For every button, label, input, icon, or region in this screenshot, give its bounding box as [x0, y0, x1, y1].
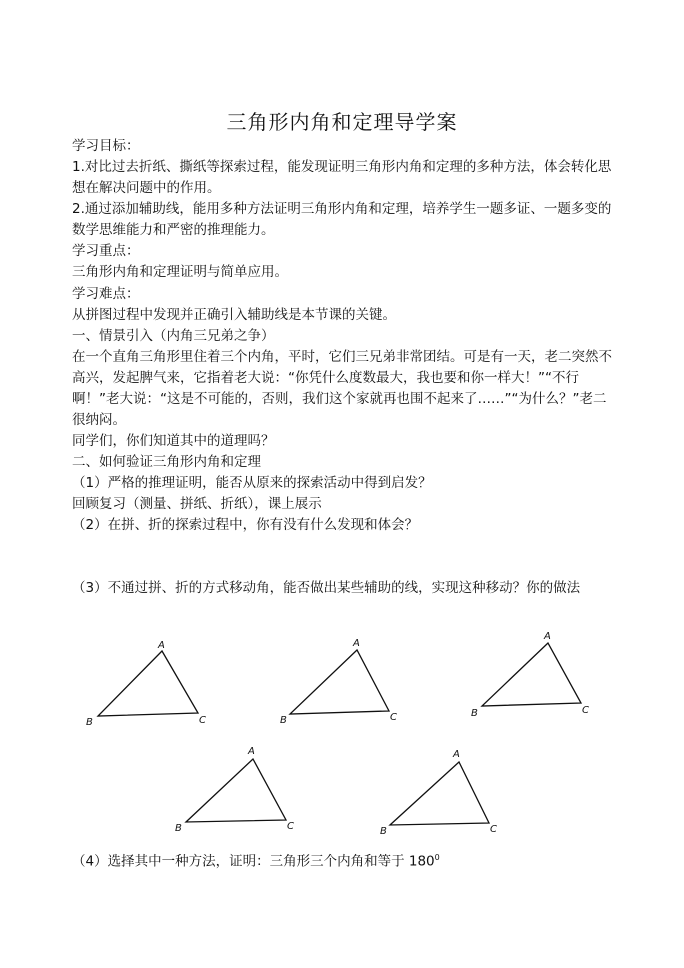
- triangle-4-label-b: B: [175, 823, 182, 834]
- triangle-1-label-c: C: [199, 715, 206, 726]
- triangle-3-label-c: C: [582, 705, 589, 716]
- difficulties-heading: 学习难点：: [72, 286, 140, 302]
- triangle-5-label-b: B: [380, 826, 387, 837]
- triangle-3-label-b: B: [471, 708, 478, 719]
- page-title: 三角形内角和定理导学案: [226, 110, 458, 134]
- triangle-5-label-a: A: [453, 749, 460, 760]
- triangle-5-shape: [390, 762, 489, 825]
- triangle-2-label-a: A: [353, 638, 360, 649]
- section2-q1: （1）严格的推理证明，能否从原来的探索活动中得到启发？: [72, 475, 432, 491]
- section2-q2: （2）在拼、折的探索过程中，你有没有什么发现和体会？: [72, 517, 419, 533]
- degree-superscript: 0: [434, 853, 440, 862]
- triangle-3-shape: [482, 643, 581, 706]
- triangle-1: [86, 640, 206, 728]
- objective-item-1: 1.对比过去折纸、撕纸等探索过程，能发现证明三角形内角和定理的多种方法，体会转化思想在解决问题中的作用。: [72, 159, 612, 196]
- triangle-1-label-b: B: [86, 717, 93, 728]
- objective-item-2: 2.通过添加辅助线，能用多种方法证明三角形内角和定理，培养学生一题多证、一题多变的数学思维能力和严密的推理能力。: [72, 201, 612, 238]
- triangle-4-label-c: C: [287, 821, 294, 832]
- triangle-5-label-c: C: [490, 824, 497, 835]
- section1-story: 在一个直角三角形里住着三个内角，平时，它们三兄弟非常团结。可是有一天，老二突然不高兴，发起脾气来，它指着老大说：“你凭什么度数最大，我也要和你一样大！”“不行啊！”老大说：“这是不可能的，否则，我们这个家就再也围不起来了……”“为什么？”老二很纳闷。: [72, 349, 612, 428]
- triangle-2-shape: [290, 650, 389, 714]
- section2-q3: （3）不通过拼、折的方式移动角，能否做出某些辅助的线，实现这种移动？你的做法: [72, 580, 581, 596]
- triangle-1-label-a: A: [158, 640, 165, 651]
- objectives-heading: 学习目标：: [72, 138, 140, 154]
- difficulties-content: 从拼图过程中发现并正确引入辅助线是本节课的关键。: [72, 307, 396, 323]
- key-points-content: 三角形内角和定理证明与简单应用。: [72, 264, 288, 280]
- triangle-4-label-a: A: [248, 746, 255, 757]
- triangle-2-label-c: C: [390, 712, 397, 723]
- section2-q4-text: （4）选择其中一种方法，证明：三角形三个内角和等于 180: [72, 853, 435, 870]
- triangle-5: [380, 749, 497, 837]
- triangle-3-label-a: A: [544, 631, 551, 642]
- triangle-1-shape: [98, 651, 198, 716]
- triangle-4: [175, 746, 294, 834]
- key-points-heading: 学习重点：: [72, 243, 140, 259]
- section2-review: 回顾复习（测量、拼纸、折纸），课上展示: [72, 496, 322, 512]
- triangle-2: [280, 638, 397, 726]
- triangle-2-label-b: B: [280, 715, 287, 726]
- triangle-3: [471, 631, 589, 719]
- section1-question: 同学们，你们知道其中的道理吗？: [72, 433, 275, 449]
- section2-heading: 二、如何验证三角形内角和定理: [72, 454, 261, 470]
- section1-heading: 一、情景引入（内角三兄弟之争）: [72, 328, 275, 344]
- triangle-4-shape: [186, 759, 286, 822]
